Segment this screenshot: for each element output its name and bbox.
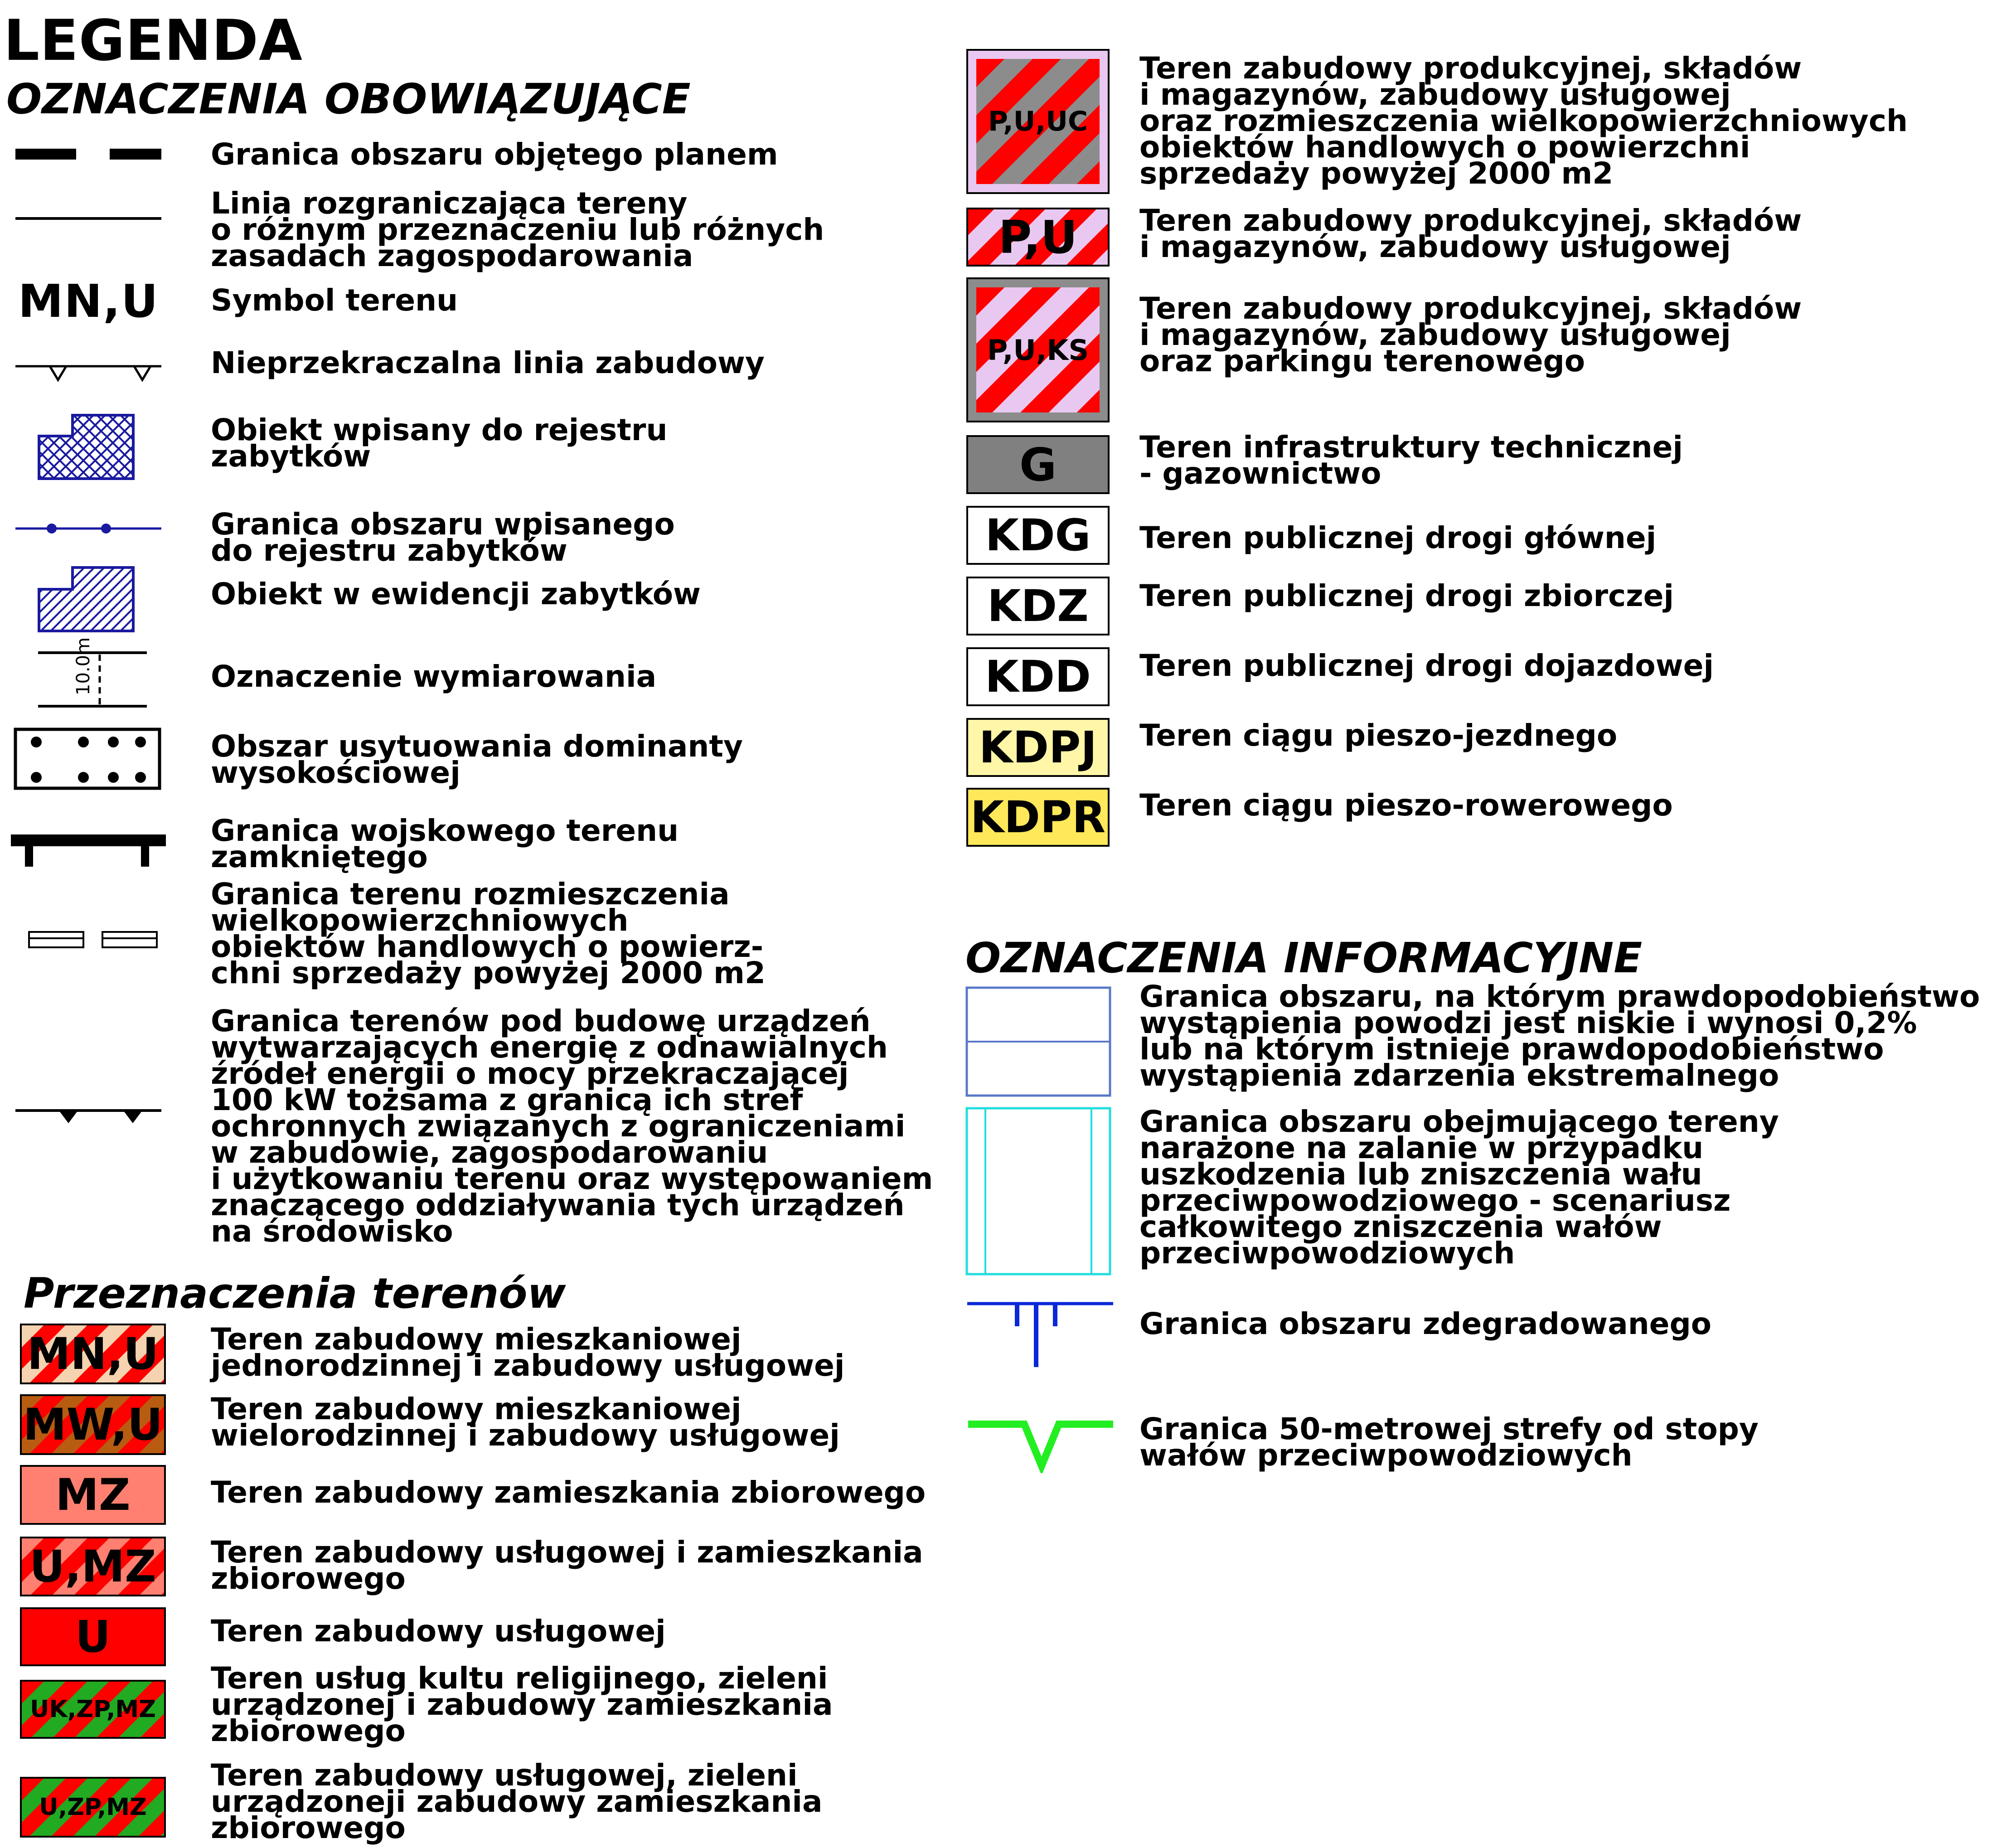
- info-desc-3: Granica obszaru zdegradowanego: [1139, 1306, 1712, 1341]
- zone-box-kdpr: [966, 788, 1110, 847]
- zone-box-mz: [20, 1465, 166, 1525]
- zone-desc: Teren ciągu pieszo-jezdnego: [1139, 718, 1618, 753]
- binding-heading: OZNACZENIA OBOWIĄZUJĄCE: [6, 75, 691, 123]
- building-line-symbol: [14, 363, 163, 385]
- levee-failure-symbol: [965, 1107, 1112, 1276]
- dimension-symbol: [36, 637, 154, 712]
- zone-code: KDPR: [970, 792, 1106, 843]
- zone-desc: Teren zabudowy produkcyjnej, składów i magazynów, zabudowy usługowej: [1139, 203, 1802, 264]
- binding-desc-1: Granica obszaru objętego planem: [211, 137, 778, 172]
- zone-box-puuc: [966, 49, 1110, 194]
- zone-desc: Teren zabudowy produkcyjnej, składów i magazynów, zabudowy usługowej oraz parkingu terenowego: [1139, 291, 1802, 378]
- binding-desc-8: Oznaczenie wymiarowania: [211, 659, 657, 694]
- zone-code: MW,U: [23, 1399, 163, 1450]
- info-heading: OZNACZENIA INFORMACYJNE: [965, 934, 1643, 982]
- renewable-boundary-symbol: [14, 1106, 163, 1129]
- zone-box-kdg: [966, 506, 1110, 565]
- thin-line-symbol: [14, 215, 163, 222]
- zone-code: KDZ: [987, 581, 1089, 631]
- zone-code: U,MZ: [29, 1541, 156, 1592]
- zone-box-puks: [966, 277, 1110, 422]
- zone-desc: Teren zabudowy mieszkaniowej wielorodzinnej i zabudowy usługowej: [211, 1392, 840, 1453]
- binding-desc-9: Obszar usytuowania dominanty wysokościowej: [211, 729, 743, 790]
- zone-box-ukzpmz: [20, 1680, 166, 1739]
- info-desc-1: Granica obszaru, na którym prawdopodobieństwo wystąpienia powodzi jest niskie i wynosi 0,2% lub na którym istnieje prawdopodobieństwo wystąpienia zdarzenia ekstremalnego: [1139, 979, 1980, 1093]
- zone-box-kdpj: [966, 718, 1110, 777]
- binding-desc-5: Obiekt wpisany do rejestru zabytków: [211, 412, 668, 474]
- land-use-heading: Przeznaczenia terenów: [24, 1269, 566, 1318]
- zone-box-g: [966, 435, 1110, 494]
- zone-box-kdz: [966, 577, 1110, 635]
- zone-desc: Teren publicznej drogi zbiorczej: [1139, 578, 1674, 613]
- zone-box-kdd: [966, 647, 1110, 706]
- zone-desc: Teren zabudowy usługowej: [211, 1614, 666, 1649]
- binding-desc-3: Symbol terenu: [211, 283, 458, 318]
- binding-desc-2: Linia rozgraniczająca tereny o różnym przeznaczeniu lub różnych zasadach zagospodarowania: [211, 186, 824, 273]
- zone-code: P,U,UC: [988, 106, 1088, 137]
- large-retail-boundary-symbol: [25, 928, 161, 951]
- zone-desc: Teren usług kultu religijnego, zieleni urządzonej i zabudowy zamieszkania zbiorowego: [211, 1661, 833, 1748]
- binding-desc-7: Obiekt w ewidencji zabytków: [211, 577, 701, 611]
- zone-code: MN,U: [27, 1329, 159, 1379]
- land-symbol-example: MN,U: [18, 275, 159, 328]
- registered-area-symbol: [14, 521, 163, 538]
- flood-low-symbol: [965, 986, 1112, 1098]
- zone-code: UK,ZP,MZ: [30, 1696, 156, 1723]
- zone-code: P,U,KS: [987, 333, 1089, 367]
- zone-box-pu: [966, 208, 1110, 267]
- info-desc-2: Granica obszaru obejmującego tereny narażone na zalanie w przypadku uszkodzenia lub zniszczenia wału przeciwpowodziowego - scenariusz całkowitego zniszczenia wałów przeciwpowodziowych: [1139, 1104, 1779, 1271]
- degraded-area-symbol: [965, 1299, 1115, 1372]
- binding-desc-6: Granica obszaru wpisanego do rejestru zabytków: [211, 507, 675, 568]
- zone-code: U,ZP,MZ: [39, 1794, 147, 1821]
- zone-box-mnu: [20, 1324, 166, 1384]
- zone-desc: Teren zabudowy usługowej i zamieszkania zbiorowego: [211, 1535, 923, 1596]
- zone-code: G: [1019, 438, 1057, 491]
- zone-box-u: [20, 1607, 166, 1666]
- zone-desc: Teren zabudowy usługowej, zieleni urządzoneji zabudowy zamieszkania zbiorowego: [211, 1758, 823, 1845]
- zone-desc: Teren ciągu pieszo-rowerowego: [1139, 788, 1673, 823]
- zone-code: KDPJ: [979, 722, 1097, 773]
- dominant-area-symbol: [14, 728, 163, 791]
- zone-desc: Teren publicznej drogi dojazdowej: [1139, 648, 1714, 683]
- zone-desc: Teren zabudowy produkcyjnej, składów i magazynów, zabudowy usługowej oraz rozmieszczenia wielkopowierzchniowych obiektów handlowych o powierzchni sprzedaży powyżej 2000 m2: [1139, 51, 1908, 191]
- dashed-boundary-symbol: [14, 145, 163, 163]
- zone-code: KDG: [985, 510, 1091, 561]
- zone-code: MZ: [55, 1470, 131, 1520]
- zone-code: U: [75, 1611, 111, 1662]
- levee-zone-symbol: [965, 1414, 1115, 1473]
- dimension-value: 10.0m: [73, 637, 94, 695]
- legend-title: LEGENDA: [4, 8, 303, 73]
- registered-monument-symbol: [36, 413, 141, 481]
- zone-code: P,U: [998, 210, 1078, 264]
- zone-desc: Teren zabudowy zamieszkania zbiorowego: [211, 1475, 926, 1510]
- zone-desc: Teren infrastruktury technicznej - gazownictwo: [1139, 430, 1683, 491]
- binding-desc-4: Nieprzekraczalna linia zabudowy: [211, 345, 765, 380]
- info-desc-4: Granica 50-metrowej strefy od stopy wałów przeciwpowodziowych: [1139, 1411, 1759, 1473]
- zone-code: KDD: [985, 651, 1091, 702]
- zone-desc: Teren publicznej drogi głównej: [1139, 520, 1657, 555]
- zone-desc: Teren zabudowy mieszkaniowej jednorodzinnej i zabudowy usługowej: [211, 1322, 845, 1383]
- military-boundary-symbol: [9, 832, 168, 868]
- zone-box-umz: [20, 1537, 166, 1596]
- binding-desc-11: Granica terenu rozmieszczenia wielkopowierzchniowych obiektów handlowych o powierz- chni sprzedaży powyżej 2000 m2: [211, 877, 766, 990]
- binding-desc-10: Granica wojskowego terenu zamkniętego: [211, 813, 679, 874]
- monument-record-symbol: [36, 566, 141, 634]
- zone-box-uzpmz: [20, 1777, 166, 1838]
- zone-box-mwu: [20, 1394, 166, 1455]
- binding-desc-12: Granica terenów pod budowę urządzeń wytwarzających energię z odnawialnych źródeł energii o mocy przekraczającej 100 kW tożsama z granicą ich stref ochronnych związanych z ograniczeniami w zabudowie, zagospodarowaniu i użytkowaniu terenu oraz występowaniem znaczącego oddziaływania tych urządzeń na środowisko: [211, 1004, 933, 1249]
